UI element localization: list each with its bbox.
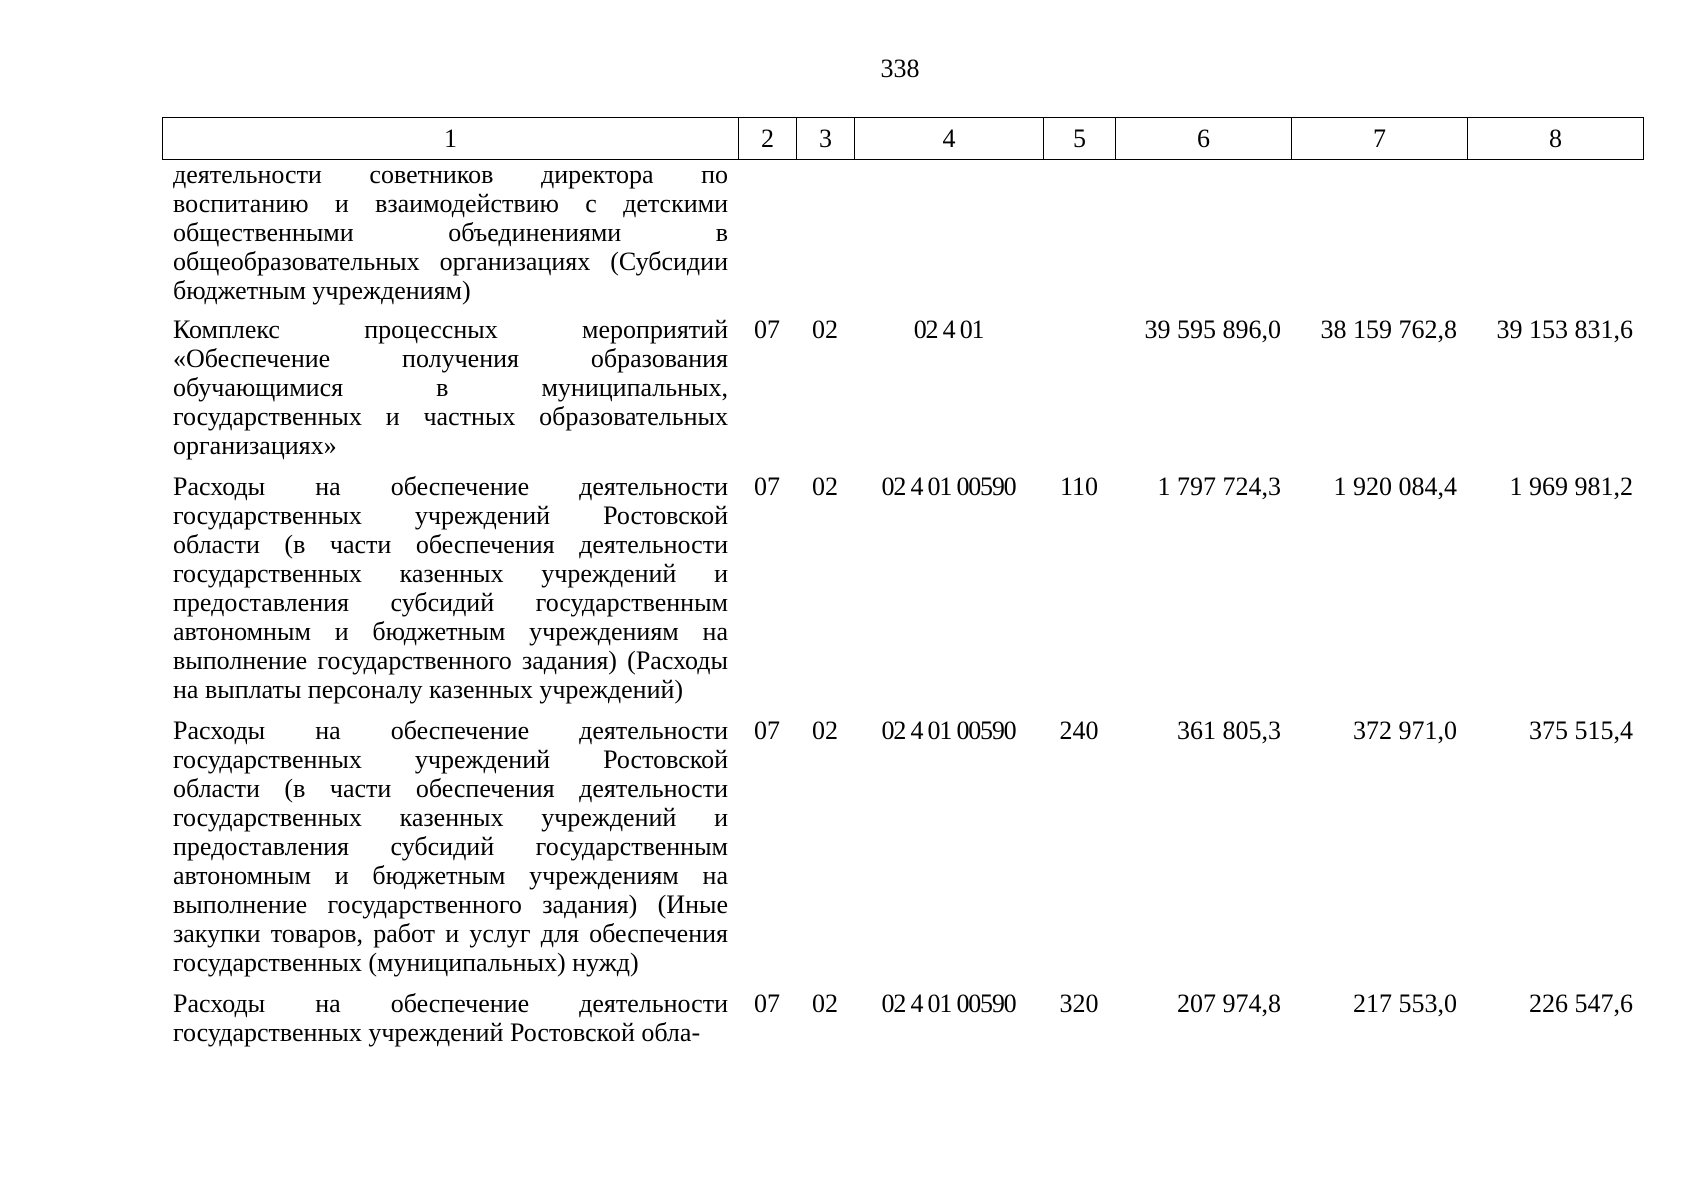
- row-section: 07: [754, 315, 780, 344]
- table-row: [162, 160, 1643, 315]
- row-amount-year1: 1 797 724,3: [1157, 472, 1281, 501]
- row-subsection: 02: [812, 472, 838, 501]
- row-expense-type: 240: [1059, 716, 1099, 745]
- row-name: Расходы на обеспечение деятельности государственных учреждений Ростовской обла-: [173, 989, 728, 1047]
- table-row: [162, 472, 1643, 716]
- header-cell-7: 7: [1292, 118, 1468, 160]
- row-subsection: [796, 160, 854, 315]
- row-expense-type: 320: [1059, 989, 1099, 1018]
- row-amount-year3: [1467, 160, 1643, 315]
- header-cell-2: 2: [739, 118, 797, 160]
- row-section: 07: [754, 716, 780, 745]
- row-amount-year2: 1 920 084,4: [1333, 472, 1457, 501]
- row-expense-type: [1043, 160, 1115, 315]
- header-cell-1: 1: [163, 118, 739, 160]
- row-amount-year3: 39 153 831,6: [1496, 315, 1633, 344]
- table-header: [162, 117, 1644, 160]
- row-expense-type: [1043, 315, 1115, 472]
- table-row: [162, 315, 1643, 472]
- table-row: [162, 989, 1643, 1059]
- row-target-code: 02 4 01 00590: [881, 716, 1016, 745]
- row-subsection: 02: [812, 716, 838, 745]
- row-section: [738, 160, 796, 315]
- row-amount-year3: 1 969 981,2: [1509, 472, 1633, 501]
- row-amount-year1: 361 805,3: [1177, 716, 1281, 745]
- page-number: 338: [880, 54, 920, 83]
- row-amount-year1: [1115, 160, 1291, 315]
- row-section: 07: [754, 989, 780, 1018]
- row-target-code: 02 4 01: [913, 315, 984, 344]
- row-target-code: [854, 160, 1043, 315]
- row-amount-year2: 38 159 762,8: [1320, 315, 1457, 344]
- row-target-code: 02 4 01 00590: [881, 989, 1016, 1018]
- row-target-code: 02 4 01 00590: [881, 472, 1016, 501]
- budget-table: [162, 160, 1643, 1059]
- row-name: Комплекс процессных мероприятий «Обеспечение получения образования обучающимися в муниципальных, государственных и частных образовательных организациях»: [173, 315, 728, 460]
- row-amount-year3: 226 547,6: [1529, 989, 1633, 1018]
- row-section: 07: [754, 472, 780, 501]
- row-name: деятельности советников директора по воспитанию и взаимодействию с детскими общественными объединениями в общеобразовательных организациях (Субсидии бюджетным учреждениям): [173, 160, 728, 305]
- row-subsection: 02: [812, 989, 838, 1018]
- row-amount-year3: 375 515,4: [1529, 716, 1633, 745]
- header-cell-6: 6: [1116, 118, 1292, 160]
- row-amount-year2: 372 971,0: [1353, 716, 1457, 745]
- row-name: Расходы на обеспечение деятельности государственных учреждений Ростовской области (в части обеспечения деятельности государственных казенных учреждений и предоставления субсидий государственным автономным и бюджетным учреждениям на выполнение государственного задания) (Иные закупки товаров, работ и услуг для обеспечения государственных (муниципальных) нужд): [173, 716, 728, 977]
- row-amount-year2: [1291, 160, 1467, 315]
- header-cell-3: 3: [797, 118, 855, 160]
- header-cell-5: 5: [1044, 118, 1116, 160]
- header-cell-4: 4: [855, 118, 1044, 160]
- row-name: Расходы на обеспечение деятельности государственных учреждений Ростовской области (в части обеспечения деятельности государственных казенных учреждений и предоставления субсидий государственным автономным и бюджетным учреждениям на выполнение государственного задания) (Расходы на выплаты персоналу казенных учреждений): [173, 472, 728, 704]
- row-subsection: 02: [812, 315, 838, 344]
- header-cell-8: 8: [1468, 118, 1644, 160]
- header-row: [163, 118, 1644, 160]
- table-row: [162, 716, 1643, 989]
- row-amount-year1: 39 595 896,0: [1144, 315, 1281, 344]
- row-amount-year1: 207 974,8: [1177, 989, 1281, 1018]
- row-expense-type: 110: [1059, 472, 1099, 501]
- row-amount-year2: 217 553,0: [1353, 989, 1457, 1018]
